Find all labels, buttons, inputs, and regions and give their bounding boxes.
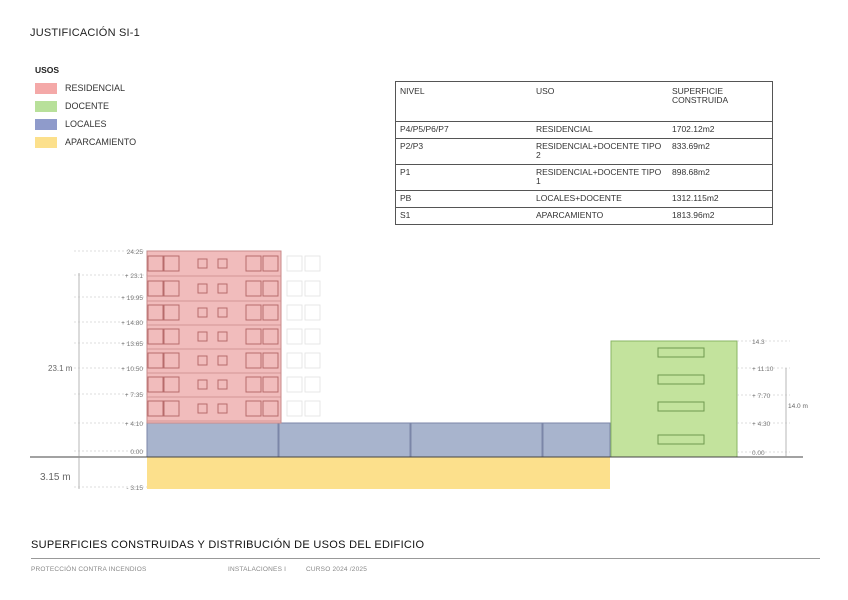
basement-height-label: 3.15 m xyxy=(40,472,71,483)
ground-local-1 xyxy=(147,423,278,457)
faded-window xyxy=(305,281,320,296)
faded-window xyxy=(287,401,302,416)
level-label: + 7.70 xyxy=(752,393,771,400)
table-cell: 833.69m2 xyxy=(668,139,773,165)
table-cell: PB xyxy=(396,191,533,208)
table-cell: LOCALES+DOCENTE xyxy=(532,191,668,208)
faded-window xyxy=(305,353,320,368)
legend-label: LOCALES xyxy=(65,119,107,129)
faded-window xyxy=(305,329,320,344)
bottom-title: SUPERFICIES CONSTRUIDAS Y DISTRIBUCIÓN DE USOS DEL EDIFICIO xyxy=(31,539,425,551)
level-label: + 4.10 xyxy=(124,421,143,428)
table-header: SUPERFICIE CONSTRUIDA xyxy=(668,82,773,122)
level-label: - 3.15 xyxy=(126,485,143,492)
table-cell: P1 xyxy=(396,165,533,191)
ground-local-4 xyxy=(543,423,610,457)
faded-window xyxy=(287,281,302,296)
table-cell: RESIDENCIAL+DOCENTE TIPO 2 xyxy=(532,139,668,165)
table-header: USO xyxy=(532,82,668,122)
level-label: 14.3 xyxy=(752,339,765,346)
level-label: 0.00 xyxy=(752,450,765,457)
legend-label: RESIDENCIAL xyxy=(65,83,126,93)
legend-heading: USOS xyxy=(35,65,60,75)
faded-window xyxy=(287,305,302,320)
page-title: JUSTIFICACIÓN SI-1 xyxy=(30,27,140,39)
faded-window xyxy=(287,353,302,368)
table-cell: 898.68m2 xyxy=(668,165,773,191)
level-label: + 23.1 xyxy=(124,273,143,280)
level-label: + 4.30 xyxy=(752,421,771,428)
table-cell: P2/P3 xyxy=(396,139,533,165)
docente-block xyxy=(611,341,737,457)
table-cell: 1312.115m2 xyxy=(668,191,773,208)
faded-facade xyxy=(287,256,320,416)
level-label: 0.00 xyxy=(130,449,143,456)
level-label: + 14.80 xyxy=(121,320,143,327)
right-level-ticks xyxy=(737,339,790,457)
level-label: 24.25 xyxy=(126,249,143,256)
faded-window xyxy=(287,329,302,344)
table-cell: S1 xyxy=(396,208,533,225)
right-height-label: 14.0 m xyxy=(788,403,808,410)
level-label: + 19.95 xyxy=(121,295,143,302)
footer-course-name: INSTALACIONES I xyxy=(228,566,287,573)
footer-subject: PROTECCIÓN CONTRA INCENDIOS xyxy=(31,566,147,573)
table-cell: RESIDENCIAL+DOCENTE TIPO 1 xyxy=(532,165,668,191)
faded-window xyxy=(287,377,302,392)
legend-label: DOCENTE xyxy=(65,101,110,111)
faded-window xyxy=(305,305,320,320)
faded-window xyxy=(305,377,320,392)
faded-window xyxy=(305,256,320,271)
table-header: NIVEL xyxy=(396,82,533,122)
table-cell: RESIDENCIAL xyxy=(532,122,668,139)
faded-window xyxy=(305,401,320,416)
table-cell: 1702.12m2 xyxy=(668,122,773,139)
left-level-ticks xyxy=(74,249,147,492)
table-cell: 1813.96m2 xyxy=(668,208,773,225)
ground-local-3 xyxy=(411,423,542,457)
level-label: + 10.50 xyxy=(121,366,143,373)
level-label: + 7.35 xyxy=(124,392,143,399)
left-height-label: 23.1 m xyxy=(48,364,73,373)
level-label: + 13.65 xyxy=(121,341,143,348)
table-cell: P4/P5/P6/P7 xyxy=(396,122,533,139)
basement-parking xyxy=(147,457,610,489)
faded-window xyxy=(287,256,302,271)
level-label: + 11.10 xyxy=(752,366,774,373)
divider xyxy=(31,558,820,559)
table-cell: APARCAMIENTO xyxy=(532,208,668,225)
legend-label: APARCAMIENTO xyxy=(65,137,137,147)
footer-year: CURSO 2024 /2025 xyxy=(306,566,368,573)
ground-local-2 xyxy=(279,423,410,457)
